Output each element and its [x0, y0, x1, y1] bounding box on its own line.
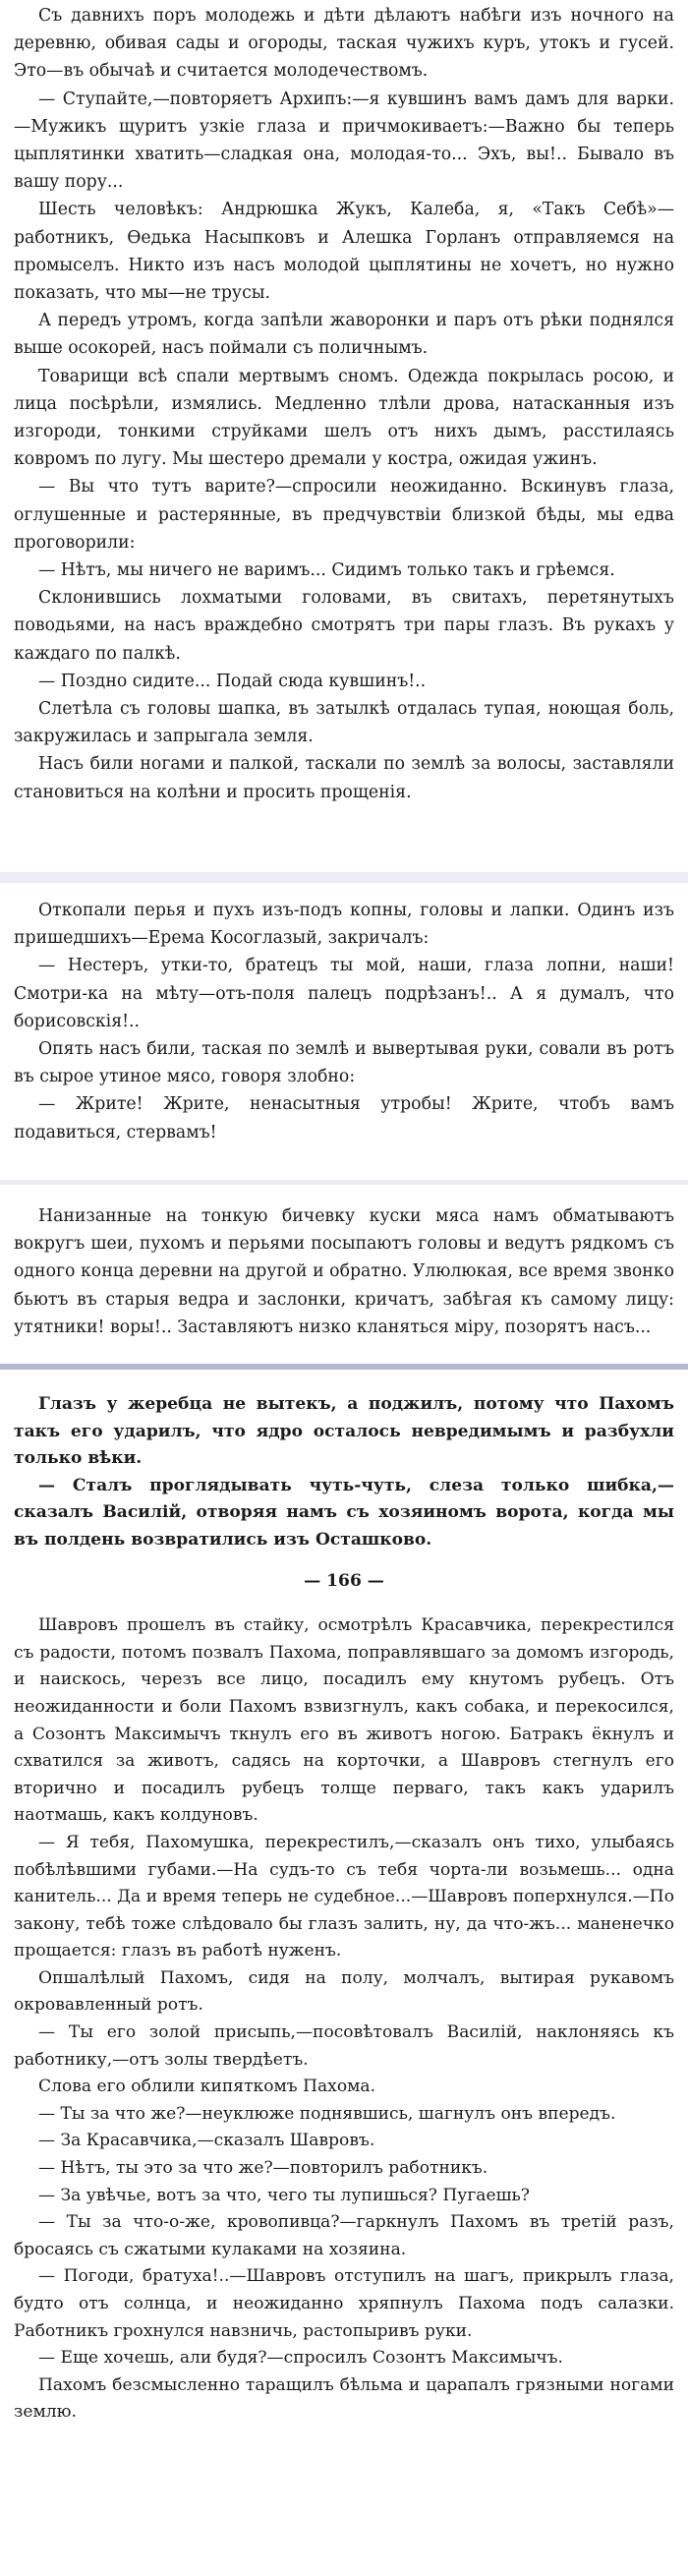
paragraph: — Ты его золой присыпь,—посовѣтовалъ Василій, наклоняясь къ работнику,—отъ золы твердѣетъ.: [14, 2022, 674, 2070]
paragraph: — Вы что тутъ варите?—спросили неожиданно. Вскинувъ глаза, оглушенные и растерянные, въ предчувствіи близкой бѣды, мы едва проговорили:: [14, 477, 674, 553]
paragraph: Съ давнихъ поръ молодежь и дѣти дѣлаютъ набѣги изъ ночного на деревню, обивая сады и огороды, таская чужихъ куръ, утокъ и гусей. Это—въ обычаѣ и считается молодечествомъ.: [14, 6, 674, 82]
paragraph: Опшалѣлый Пахомъ, сидя на полу, молчалъ, вытирая рукавомъ окровавленный ротъ.: [14, 1967, 674, 2016]
page-fragment-4: [0, 1370, 688, 2576]
paragraph: Опять насъ били, таская по землѣ и вывертывая руки, совали въ ротъ въ сырое утиное мясо, говоря злобно:: [14, 1039, 674, 1087]
page-fragment-1: [0, 0, 688, 872]
paragraph: Шавровъ прошелъ въ стайку, осмотрѣлъ Красавчика, перекрестился съ радости, потомъ позвалъ Пахома, поправлявшаго за домомъ изгородь, и наискось, черезъ все лицо, посадилъ ему кнутомъ рубецъ. Отъ неожиданности и боли Пахомъ взвизгнулъ, какъ собака, и перекосился, а Созонтъ Максимычъ ткнулъ его въ животъ ногою. Батракъ ёкнулъ и схватился за животъ, садясь на корточки, а Шавровъ стегнулъ его вторично и посадилъ рубецъ толще перваго, такъ какъ ударилъ наотмашь, какъ колдуновъ.: [14, 1615, 674, 1826]
paragraph: Насъ били ногами и палкой, таскали по землѣ за волосы, заставляли становиться на колѣни и просить прощенія.: [14, 754, 674, 802]
paragraph: Откопали перья и пухъ изъ-подъ копны, головы и лапки. Одинъ изъ пришедшихъ—Ерема Косоглазый, закричалъ:: [14, 901, 674, 949]
paragraph: Пахомъ безсмысленно таращилъ бѣльма и царапалъ грязными ногами землю.: [14, 2374, 674, 2423]
paragraph: — Жрите! Жрите, ненасытныя утробы! Жрите, чтобъ вамъ подавиться, стервамъ!: [14, 1094, 674, 1142]
paragraph: — Нестеръ, утки-то, братецъ ты мой, наши, глаза лопни, наши! Смотри-ка на мѣту—отъ-поля палецъ подрѣзанъ!.. А я думалъ, что борисовскія!..: [14, 956, 674, 1031]
paragraph: — Нѣтъ, мы ничего не варимъ... Сидимъ только такъ и грѣемся.: [38, 560, 615, 581]
paragraph: — Погоди, братуха!..—Шавровъ отступилъ на шагъ, прикрылъ глаза, будто отъ солнца, и неожиданно хряпнулъ Пахома подъ салазки. Работникъ грохнулся навзничь, растопыривъ руки.: [14, 2266, 674, 2341]
fragment-divider: [0, 872, 688, 883]
paragraph: — Нѣтъ, ты это за что же?—повторилъ работникъ.: [38, 2158, 488, 2179]
page-fragment-2: [0, 883, 688, 1180]
paragraph: А передъ утромъ, когда запѣли жаворонки и паръ отъ рѣки поднялся выше осокорей, насъ поймали съ поличнымъ.: [14, 311, 674, 359]
paragraph: — За увѣчье, вотъ за что, чего ты лупишься? Пугаешь?: [38, 2185, 530, 2205]
paragraph: — Ты за что же?—неуклюже поднявшись, шагнулъ онъ впередъ.: [38, 2103, 616, 2124]
paragraph: — Еще хочешь, али будя?—спросилъ Созонтъ Максимычъ.: [38, 2348, 563, 2369]
paragraph: — Сталъ проглядывать чуть-чуть, слеза только шибка,—сказалъ Василій, отворяя намъ съ хозяиномъ ворота, когда мы въ полдень возвратились изъ Осташково.: [14, 1475, 674, 1550]
bold-text-block: [14, 1391, 674, 1554]
paragraph: — За Красавчика,—сказалъ Шавровъ.: [38, 2131, 375, 2151]
paragraph: — Я тебя, Пахомушка, перекрестилъ,—сказалъ онъ тихо, улыбаясь побѣлѣвшими губами.—На судъ-то съ тебя чорта-ли возьмешь... одна канитель... Да и время теперь не судебное...—Шавровъ поперхнулся.—По закону, тебѣ тоже слѣдовало бы глазъ залить, ну, да что-жъ... маненечко прощается: глазъ въ работѣ нуженъ.: [14, 1832, 674, 1961]
paragraph: Слетѣла съ головы шапка, въ затылкѣ отдалась тупая, ноющая боль, закружилась и запрыгала земля.: [14, 699, 674, 747]
paragraph: Нанизанные на тонкую бичевку куски мяса намъ обматываютъ вокругъ шеи, пухомъ и перьями посыпаютъ головы и ведутъ рядкомъ съ одного конца деревни на другой и обратно. Улюлюкая, все время звонко бьютъ въ старыя ведра и заслонки, кричатъ, забѣгая къ самому лицу: утятники! воры!.. Заставляютъ низко кланяться міру, позорятъ насъ...: [14, 1206, 674, 1337]
paragraph: — Ты за что-о-же, кровопивца?—гаркнулъ Пахомъ въ третій разъ, бросаясь съ сжатыми кулаками на хозяина.: [14, 2212, 674, 2259]
paragraph: Шесть человѣкъ: Андрюшка Жукъ, Калеба, я, «Такъ Себѣ»—работникъ, Ѳедька Насыпковъ и Алешка Горланъ отправляемся на промыселъ. Никто изъ насъ молодой цыплятины не хочетъ, но нужно показать, что мы—не трусы.: [14, 200, 674, 304]
paragraph: Слова его облили кипяткомъ Пахома.: [38, 2077, 376, 2097]
page-number: — 166 —: [304, 1570, 384, 1591]
paragraph: Глазъ у жеребца не вытекъ, а поджилъ, потому что Пахомъ такъ его ударилъ, что ядро осталось невредимымъ и разбухли только вѣки.: [14, 1394, 674, 1469]
paragraph: Склонившись лохматыми головами, въ свитахъ, перетянутыхъ поводьями, на насъ враждебно смотрятъ три пары глазъ. Въ рукахъ у каждаго по палкѣ.: [14, 588, 674, 664]
page-fragment-3: [0, 1185, 688, 1364]
paragraph: — Ступайте,—повторяетъ Архипъ:—я кувшинъ вамъ дамъ для варки.—Мужикъ щуритъ узкіе глаза и причмокиваетъ:—Важно бы теперь цыплятинки хватить—сладкая она, молодая-то... Эхъ, вы!.. Бывало въ вашу пору...: [14, 88, 674, 193]
paragraph: — Поздно сидите... Подай сюда кувшинъ!..: [38, 671, 427, 691]
paragraph: Товарищи всѣ спали мертвымъ сномъ. Одежда покрылась росою, и лица посѣрѣли, измялись. Медленно тлѣли дрова, натасканныя изъ изгороди, тонкими струйками шелъ отъ нихъ дымъ, расстилаясь ковромъ по лугу. Мы шестеро дремали у костра, ожидая ужинъ.: [14, 366, 674, 470]
